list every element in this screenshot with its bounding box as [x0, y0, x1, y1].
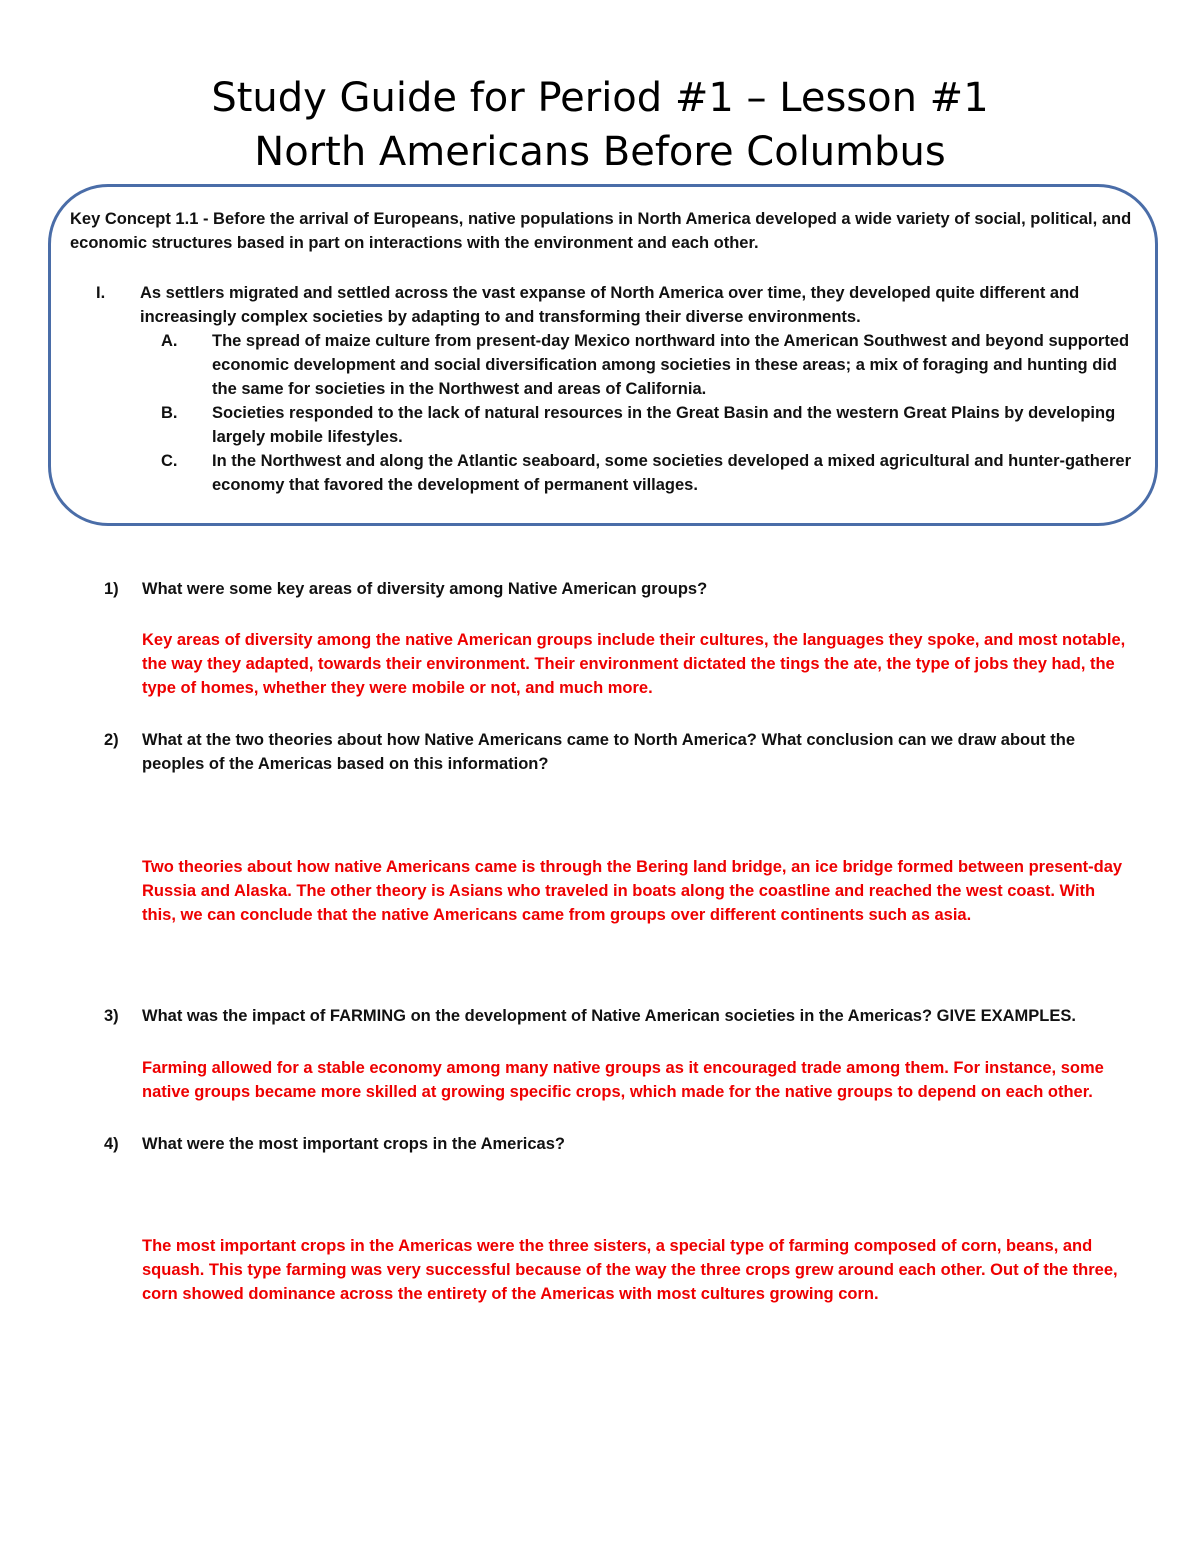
- key-concept-content: [70, 207, 1145, 497]
- question-2: [104, 728, 1134, 776]
- page-title-line-1: Study Guide for Period #1 – Lesson #1: [211, 75, 989, 121]
- subpoint-letter: A.: [161, 332, 178, 350]
- question-4: [104, 1132, 1134, 1156]
- answer-4: The most important crops in the Americas were the three sisters, a special type of farming composed of corn, beans, and squash. This type farming was very successful because of the way the three crops grew around each other. Out of the three, corn showed dominance across the entirety of the Americas with most cultures growing corn.: [142, 1237, 1118, 1303]
- subpoint-text: In the Northwest and along the Atlantic seaboard, some societies developed a mixed agricultural and hunter-gatherer economy that favored the development of permanent villages.: [212, 452, 1132, 494]
- question-text: What at the two theories about how Native Americans came to North America? What conclusion can we draw about the peoples of the Americas based on this information?: [142, 731, 1076, 773]
- question-text: What were some key areas of diversity among Native American groups?: [142, 580, 708, 598]
- question-number: 1): [104, 580, 119, 598]
- key-concept-point-1: [70, 281, 1145, 497]
- key-concept-subpoints: [140, 329, 1145, 497]
- question-text: What were the most important crops in the Americas?: [142, 1135, 565, 1153]
- answer-1: Key areas of diversity among the native American groups include their cultures, the languages they spoke, and most notable, the way they adapted, towards their environment. Their environment dictated the tings the ate, the type of jobs they had, the type of homes, whether they were mobile or not, and much more.: [142, 631, 1126, 697]
- subpoint-c: [140, 449, 1145, 497]
- subpoint-a: [140, 329, 1145, 401]
- subpoint-letter: C.: [161, 452, 178, 470]
- answer-2: Two theories about how native Americans came is through the Bering land bridge, an ice bridge formed between present-day Russia and Alaska. The other theory is Asians who traveled in boats along the coastline and reached the west coast. With this, we can conclude that the native Americans came from groups over different continents such as asia.: [142, 858, 1123, 924]
- subpoint-letter: B.: [161, 404, 178, 422]
- answer-3: Farming allowed for a stable economy among many native groups as it encouraged trade among them. For instance, some native groups became more skilled at growing specific crops, which made for the native groups to depend on each other.: [142, 1059, 1104, 1101]
- question-number: 3): [104, 1007, 119, 1025]
- key-concept-point-text: As settlers migrated and settled across the vast expanse of North America over time, they developed quite different and increasingly complex societies by adapting to and transforming their diverse environments.: [140, 284, 1080, 326]
- subpoint-text: The spread of maize culture from present-day Mexico northward into the American Southwest and beyond supported economic development and social diversification among societies in these areas; a mix of foraging and hunting did the same for societies in the Northwest and areas of California.: [212, 332, 1130, 398]
- key-concept-intro: Key Concept 1.1 - Before the arrival of Europeans, native populations in North America developed a wide variety of social, political, and economic structures based in part on interactions with the environment and each other.: [70, 210, 1132, 252]
- question-number: 4): [104, 1135, 119, 1153]
- page-title-line-2: North Americans Before Columbus: [254, 129, 946, 175]
- question-number: 2): [104, 731, 119, 749]
- question-1: [104, 577, 1134, 601]
- subpoint-text: Societies responded to the lack of natural resources in the Great Basin and the western Great Plains by developing largely mobile lifestyles.: [212, 404, 1116, 446]
- question-text: What was the impact of FARMING on the development of Native American societies in the Americas? GIVE EXAMPLES.: [142, 1007, 1076, 1025]
- question-3: [104, 1004, 1134, 1028]
- roman-numeral: I.: [96, 284, 106, 302]
- subpoint-b: [140, 401, 1145, 449]
